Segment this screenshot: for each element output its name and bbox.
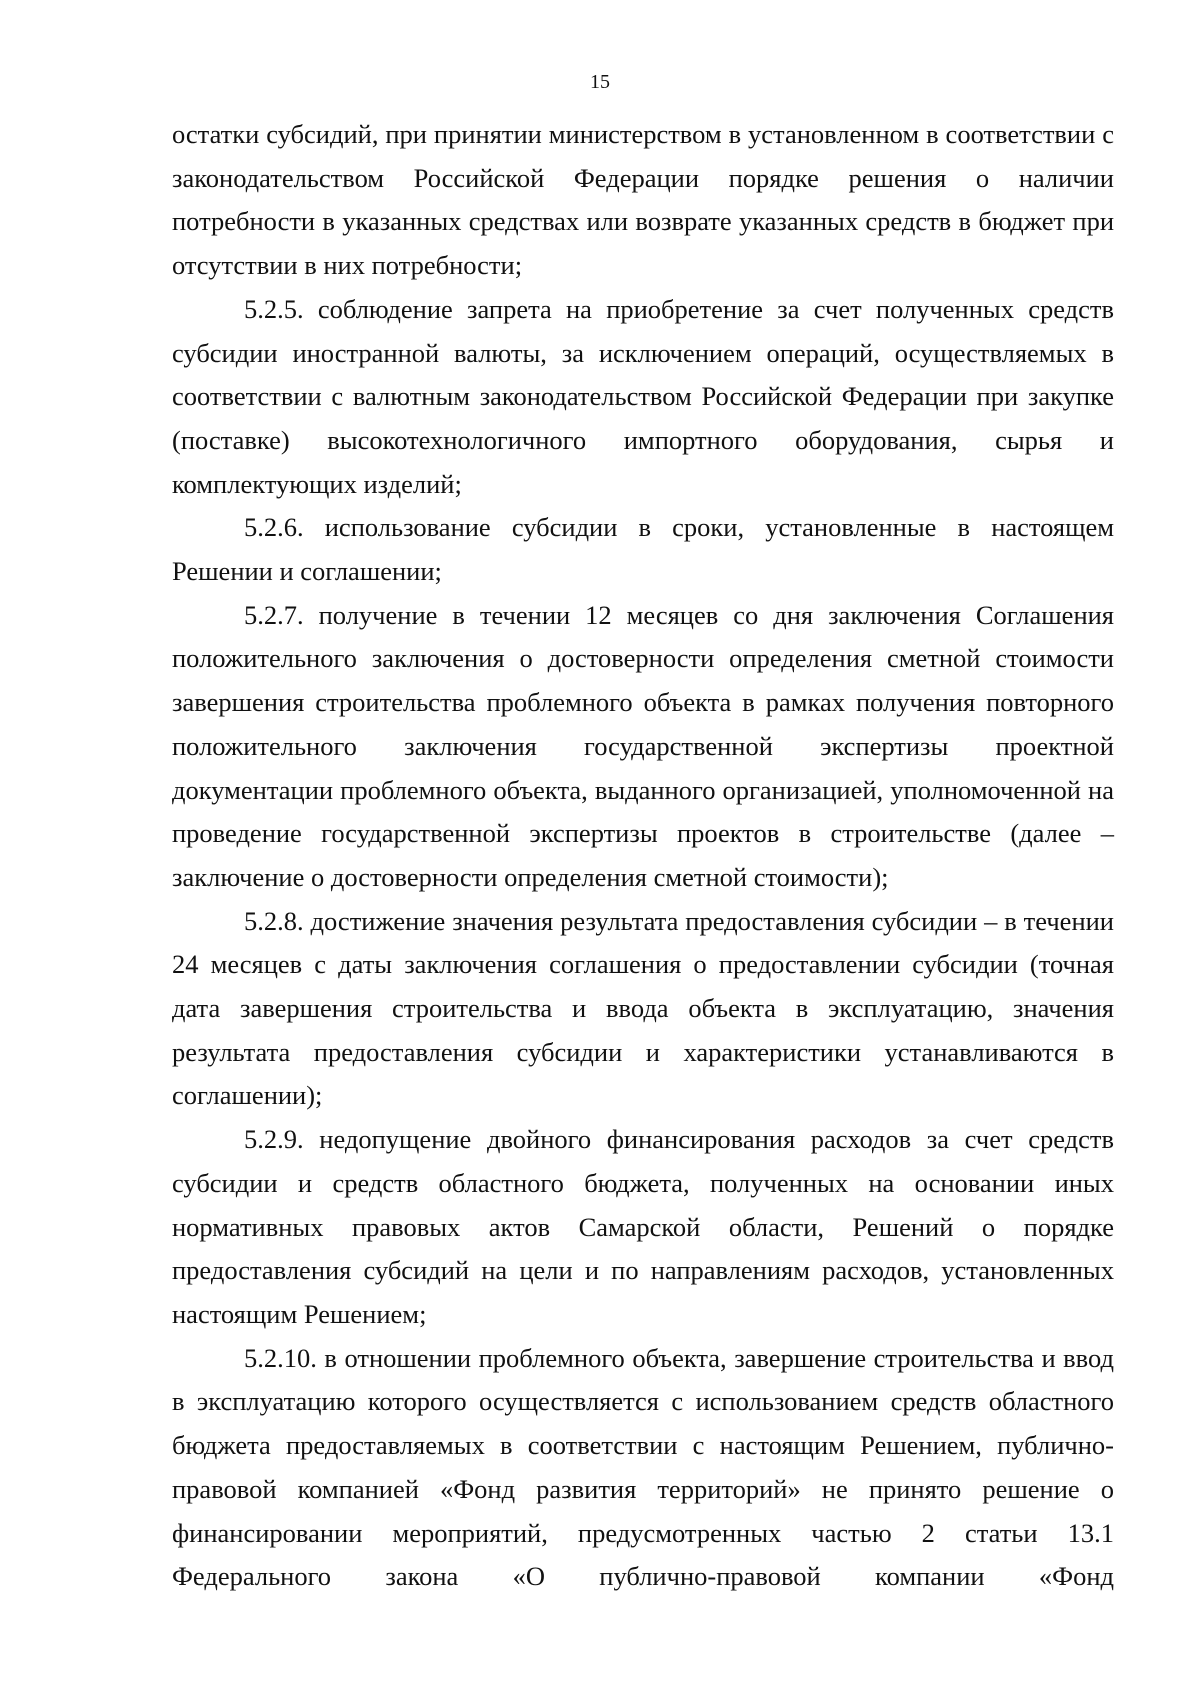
paragraph-5-2-8: 5.2.8. достижение значения результата предоставления субсидии – в течении 24 месяцев с даты заключения соглашения о предоставлении субсидии (точная дата завершения строительства и ввода объекта в эксплуатацию, значения результата предоставления субсидии и характеристики устанавливаются в соглашении); <box>172 905 1114 1111</box>
page-number: 15 <box>590 71 610 93</box>
paragraph-5-2-9: 5.2.9. недопущение двойного финансирования расходов за счет средств субсидии и средств областного бюджета, полученных на основании иных нормативных правовых актов Самарской области, Решений о порядке предоставления субсидий на цели и по направлениям расходов, установленных настоящим Решением; <box>172 1124 1114 1329</box>
paragraph-5-2-10: 5.2.10. в отношении проблемного объекта, завершение строительства и ввод в эксплуатацию которого осуществляется с использованием средств областного бюджета предоставляемых в соответствии с настоящим Решением, публично-правовой компанией «Фонд развития территорий» не принято решение о финансировании мероприятий, предусмотренных частью 2 статьи 13.1 Федерального закона «О публично-правовой компании «Фонд <box>172 1342 1114 1592</box>
paragraph-5-2-5: 5.2.5. соблюдение запрета на приобретение за счет полученных средств субсидии иностранной валюты, за исключением операций, осуществляемых в соответствии с валютным законодательством Российской Федерации при закупке (поставке) высокотехнологичного импортного оборудования, сырья и комплектующих изделий; <box>172 293 1114 499</box>
paragraph-subsidy-remainders: остатки субсидий, при принятии министерством в установленном в соответствии с законодательством Российской Федерации порядке решения о наличии потребности в указанных средствах или возврате указанных средств в бюджет при отсутствии в них потребности; <box>172 119 1114 281</box>
paragraph-5-2-7: 5.2.7. получение в течении 12 месяцев со дня заключения Соглашения положительного заключения о достоверности определения сметной стоимости завершения строительства проблемного объекта в рамках получения повторного положительного заключения государственной экспертизы проектной документации проблемного объекта, выданного организацией, уполномоченной на проведение государственной экспертизы проектов в строительстве (далее – заключение о достоверности определения сметной стоимости); <box>172 599 1114 892</box>
paragraph-5-2-6: 5.2.6. использование субсидии в сроки, установленные в настоящем Решении и соглашении; <box>172 512 1114 587</box>
document-body <box>172 113 1114 1599</box>
